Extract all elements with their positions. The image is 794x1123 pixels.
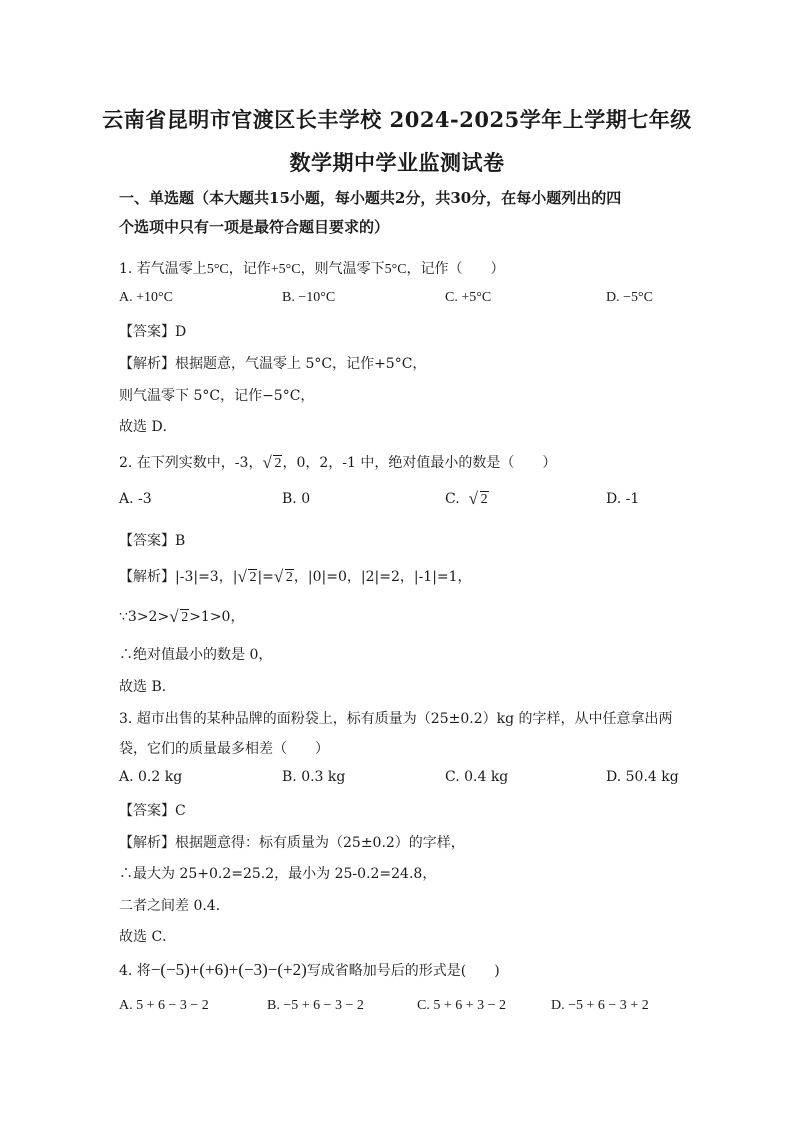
question-3-line1: 3. 超市出售的某种品牌的面粉袋上，标有质量为（25±0.2）kg 的字样，从中任意拿出两 xyxy=(119,711,673,727)
q2-ex2-a: ∵3>2> xyxy=(119,609,170,625)
question-1 xyxy=(119,258,505,278)
sqrt-2: √ 2 xyxy=(469,492,489,508)
q2-explain-4: 故选 B． xyxy=(119,679,176,695)
q1-explain-3: 故选 D． xyxy=(119,419,177,435)
q2-explain-2 xyxy=(119,606,244,626)
q2-option-c xyxy=(445,491,489,508)
q1-option-c: C. +5°C xyxy=(445,290,492,305)
section-heading-line1: 一、单选题（本大题共15小题，每小题共2分，共30分，在每小题列出的四 xyxy=(119,189,622,207)
q3-answer: 【答案】C xyxy=(119,803,186,819)
q1-explain-2: 则气温零下 5°C，记作−5°C， xyxy=(119,388,315,404)
q2-ex1-b: |= xyxy=(257,569,274,585)
section-heading-line2: 个选项中只有一项是最符合题目要求的） xyxy=(119,218,390,236)
q4-expression: −(−5)+(+6)+(−3)−(+2) xyxy=(150,960,307,979)
q1-option-d: D. −5°C xyxy=(606,290,653,305)
q1-math-3: 5°C xyxy=(384,262,407,277)
q1-text-b: ，记作 xyxy=(228,261,271,277)
q2-ex2-b: >1>0， xyxy=(189,609,245,625)
sqrt-2: √ 2 xyxy=(237,570,257,586)
q3-explain-2: ∴最大为 25+0.2=25.2，最小为 25-0.2=24.8， xyxy=(119,866,437,882)
q3-explain-4: 故选 C． xyxy=(119,929,177,945)
q4-option-c: C. 5 + 6 + 3 − 2 xyxy=(417,998,507,1013)
q2-explain-1 xyxy=(119,566,472,586)
question-2 xyxy=(119,452,556,472)
q1-explain-1: 【解析】根据题意，气温零上 5°C，记作+5°C， xyxy=(119,356,427,372)
q2-ex1-c: ，|0|=0，|2|=2，|-1|=1， xyxy=(293,569,472,585)
q2-text-b: ，0，2，-1 中，绝对值最小的数是（ ） xyxy=(282,455,557,471)
q2-explain-3: ∴绝对值最小的数是 0， xyxy=(119,647,273,663)
q1-math-1: 5°C xyxy=(206,262,229,277)
q2-answer: 【答案】B xyxy=(119,533,186,549)
q3-explain-3: 二者之间差 0.4． xyxy=(119,898,230,914)
question-3-line2: 袋，它们的质量最多相差（ ） xyxy=(119,741,329,757)
q4-option-b: B. −5 + 6 − 3 − 2 xyxy=(267,998,364,1013)
q2-option-d: D. -1 xyxy=(606,491,640,507)
q4-option-a: A. 5 + 6 − 3 − 2 xyxy=(119,998,209,1013)
q3-option-c: C. 0.4 kg xyxy=(445,769,509,785)
q3-option-b: B. 0.3 kg xyxy=(282,769,346,785)
q1-answer: 【答案】D xyxy=(119,324,187,340)
sqrt-2: √ 2 xyxy=(169,610,189,626)
q4-text-b: 写成省略加号后的形式是( ) xyxy=(306,963,500,979)
q3-option-a: A. 0.2 kg xyxy=(119,769,183,785)
sqrt-2: √ 2 xyxy=(274,570,294,586)
q2-option-c-label: C. xyxy=(445,491,460,507)
exam-title-line2: 数学期中学业监测试卷 xyxy=(289,150,505,175)
q2-option-a: A. -3 xyxy=(119,491,152,507)
question-4 xyxy=(119,960,500,980)
q2-ex1-a: 【解析】|-3|=3，| xyxy=(119,569,238,585)
q1-option-b: B. −10°C xyxy=(282,290,336,305)
q4-text-a: 4. 将 xyxy=(119,963,151,979)
q3-explain-1: 【解析】根据题意得：标有质量为（25±0.2）的字样， xyxy=(119,835,465,851)
q2-text-a: 2. 在下列实数中，-3， xyxy=(119,455,263,471)
q1-option-a: A. +10°C xyxy=(119,290,173,305)
q1-text-a: 1. 若气温零上 xyxy=(119,261,207,277)
q1-text-c: ，则气温零下 xyxy=(300,261,385,277)
q1-math-2: +5°C xyxy=(270,262,301,277)
sqrt-2: √ 2 xyxy=(262,456,282,472)
q3-option-d: D. 50.4 kg xyxy=(606,769,679,785)
exam-title-line1: 云南省昆明市官渡区长丰学校 2024-2025学年上学期七年级 xyxy=(102,107,692,132)
q2-option-b: B. 0 xyxy=(282,491,311,507)
q1-text-d: ，记作（ ） xyxy=(406,261,505,277)
q4-option-d: D. −5 + 6 − 3 + 2 xyxy=(551,998,649,1013)
